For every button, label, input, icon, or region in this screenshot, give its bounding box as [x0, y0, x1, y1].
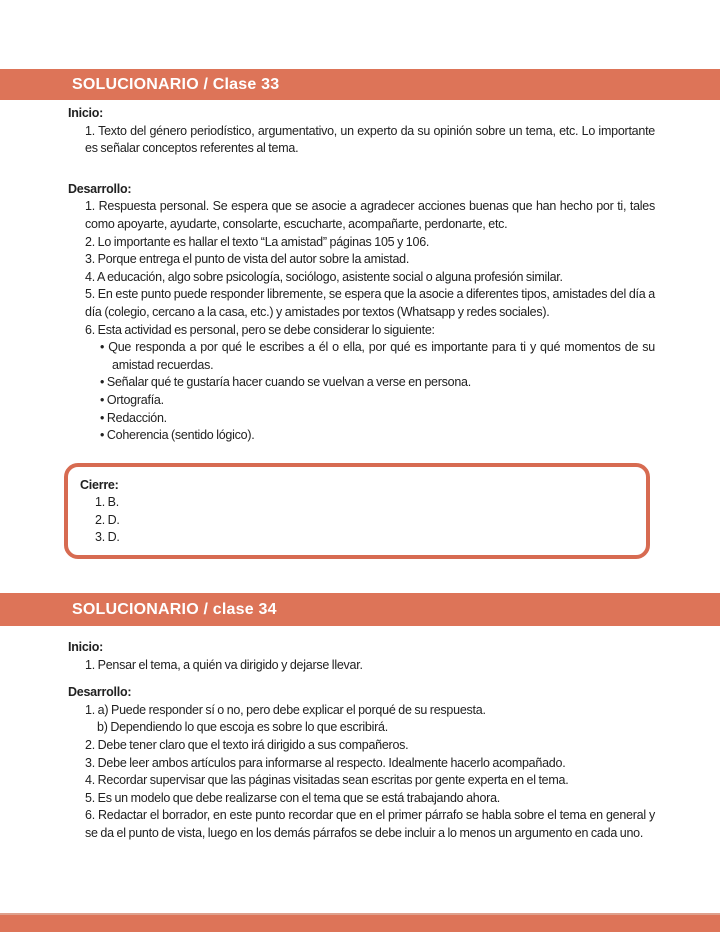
inicio-heading: Inicio: — [68, 640, 104, 655]
numbered-subitem: b) Dependiendo lo que escoja es sobre lo que escribirá. — [97, 720, 388, 735]
header-bar-clase-34 — [0, 593, 720, 626]
footer-bar — [0, 913, 720, 932]
numbered-item: 1. a) Puede responder sí o no, pero debe explicar el porqué de su respuesta. — [85, 702, 486, 717]
numbered-item: 6. Redactar el borrador, en este punto recordar que en el primer párrafo se habla sobre el tema en general y se da el punto de vista, luego en los demás párrafos se debe incluir a lo menos un argumento en cada uno. — [85, 808, 655, 840]
cierre-heading: Cierre: — [80, 477, 119, 492]
header-title-clase-34: SOLUCIONARIO / clase 34 — [72, 600, 277, 618]
numbered-item: 1. Texto del género periodístico, argumentativo, un experto da su opinión sobre un tema, etc. Lo importante es señalar conceptos referentes al tema. — [85, 123, 655, 156]
bullet-item: • Que responda a por qué le escribes a él o ella, por qué es importante para ti y qué momentos de su amistad recuerdas. — [100, 339, 655, 374]
answer-item: 3. D. — [95, 530, 120, 545]
bullet-item: • Ortografía. — [100, 392, 655, 410]
answer-item: 2. D. — [95, 512, 120, 527]
numbered-item: 5. Es un modelo que debe realizarse con el tema que se está trabajando ahora. — [85, 790, 501, 805]
numbered-item: 5. En este punto puede responder libremente, se espera que la asocie a diferentes tipos, amistades del día a día (colegio, cercano a la casa, etc.) y amistades por textos (Whatsapp y redes sociales). — [85, 287, 655, 319]
bullet-item: • Redacción. — [100, 410, 655, 428]
header-title-clase-33: SOLUCIONARIO / Clase 33 — [72, 75, 280, 93]
numbered-item: 6. Esta actividad es personal, pero se debe considerar lo siguiente: — [85, 322, 435, 337]
section-clase-33 — [0, 105, 720, 559]
desarrollo-heading: Desarrollo: — [68, 685, 132, 700]
numbered-item: 3. Debe leer ambos artículos para informarse al respecto. Idealmente hacerlo acompañado. — [85, 755, 566, 770]
numbered-item: 3. Porque entrega el punto de vista del autor sobre la amistad. — [85, 252, 410, 267]
numbered-item: 4. A educación, algo sobre psicología, sociólogo, asistente social o alguna profesión similar. — [85, 269, 563, 284]
desarrollo-heading: Desarrollo: — [68, 181, 132, 196]
bullet-item: • Coherencia (sentido lógico). — [100, 427, 655, 445]
numbered-item: 4. Recordar supervisar que las páginas visitadas sean escritas por gente experta en el tema. — [85, 773, 569, 788]
numbered-item: 2. Lo importante es hallar el texto “La amistad” páginas 105 y 106. — [85, 234, 430, 249]
numbered-item: 2. Debe tener claro que el texto irá dirigido a sus compañeros. — [85, 738, 409, 753]
section-clase-34 — [0, 639, 720, 843]
numbered-item: 1. Pensar el tema, a quién va dirigido y dejarse llevar. — [85, 657, 363, 672]
bullet-item: • Señalar qué te gustaría hacer cuando se vuelvan a verse en persona. — [100, 374, 655, 392]
answer-item: 1. B. — [95, 495, 119, 510]
bullet-list — [100, 339, 655, 445]
cierre-box — [64, 463, 650, 559]
header-bar-clase-33 — [0, 69, 720, 100]
numbered-item: 1. Respuesta personal. Se espera que se asocie a agradecer acciones buenas que han hecho por ti, tales como apoyarte, ayudarte, consolarte, escucharte, acompañarte, perdonarte, etc. — [85, 199, 655, 231]
inicio-heading: Inicio: — [68, 106, 104, 120]
